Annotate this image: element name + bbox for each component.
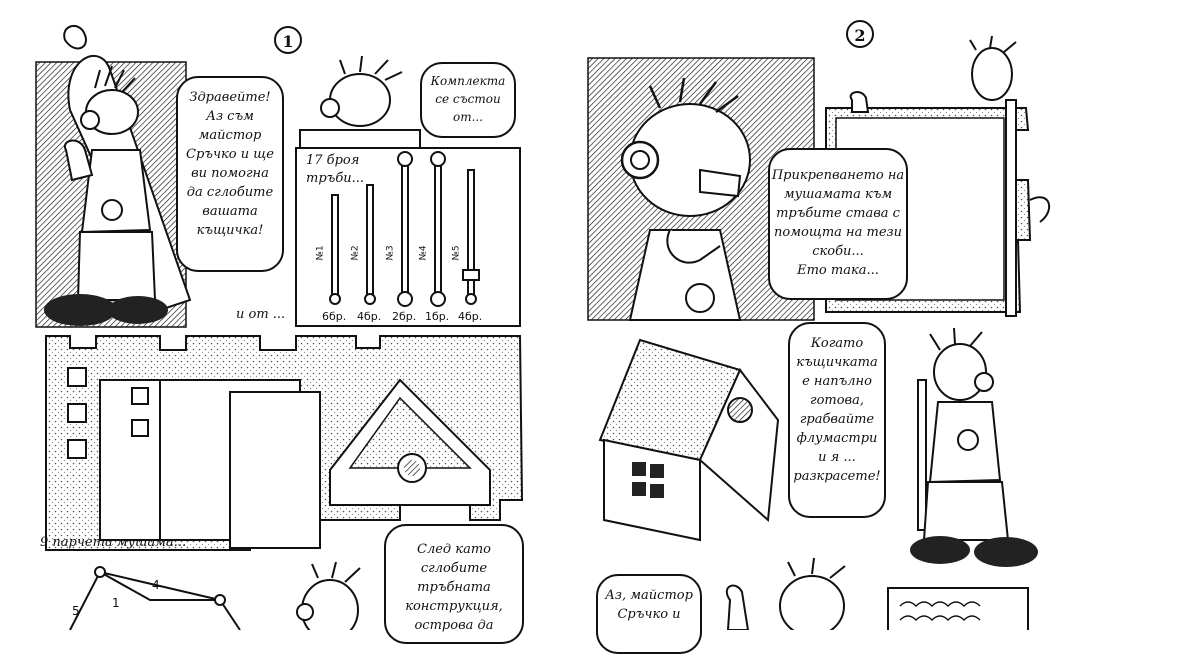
pipe-name-label: №5 bbox=[451, 245, 462, 261]
kit-speech-bubble: Комплекта се състои от... bbox=[420, 62, 516, 138]
panel-number-1: 1 bbox=[274, 26, 302, 54]
frame-number-label: 1 bbox=[112, 596, 120, 610]
markers-speech-bubble: Когато къщичката е напълно готова, грабвайте флумастри и я ... разкрасете! bbox=[788, 322, 886, 518]
and-from-caption: и от ... bbox=[236, 307, 286, 322]
pipe-name-label: №3 bbox=[385, 245, 396, 261]
pipe-name-label: №2 bbox=[350, 245, 361, 261]
tarp-attach-speech-bubble: Прикрепването на мушамата към тръбите става с помощта на тези скоби... Ето така... bbox=[768, 148, 908, 300]
roof-detail-illustration bbox=[888, 588, 1028, 630]
pipe-name-label: №1 bbox=[315, 245, 326, 261]
frame-number-label: 4 bbox=[152, 578, 160, 592]
master-bottom-right bbox=[727, 558, 845, 630]
frame-number-label: 5 bbox=[72, 604, 80, 618]
after-assembly-speech-bubble: След като сглобите тръбната конструкция, острова да bbox=[384, 524, 524, 644]
greeting-speech-bubble: Здравейте! Аз съм майстор Сръчко и ще ви помогна да сглобите вашата къщичка! bbox=[176, 76, 284, 272]
master-bottom-left bbox=[297, 562, 360, 630]
tarp-pieces-caption: 9 парчета мушама... bbox=[40, 535, 187, 550]
pipe-quantity-label: 4бр. bbox=[357, 310, 382, 323]
master-greeting-panel bbox=[36, 26, 190, 327]
pipe-quantity-label: 2бр. bbox=[392, 310, 417, 323]
master-with-marker bbox=[910, 328, 1038, 567]
me-master-speech-bubble: Аз, майстор Сръчко и bbox=[596, 574, 702, 654]
pipe-quantity-label: 1бр. bbox=[425, 310, 450, 323]
assembled-house-illustration bbox=[600, 340, 778, 540]
pipe-quantity-label: 6бр. bbox=[322, 310, 347, 323]
tarp-pieces-illustration bbox=[46, 336, 522, 550]
panel-number-2: 2 bbox=[846, 20, 874, 48]
pipes-count-caption: 17 броя тръби... bbox=[306, 153, 365, 186]
frame-structure-illustration bbox=[70, 567, 240, 630]
pipe-quantity-label: 4бр. bbox=[458, 310, 483, 323]
pipe-name-label: №4 bbox=[418, 245, 429, 261]
